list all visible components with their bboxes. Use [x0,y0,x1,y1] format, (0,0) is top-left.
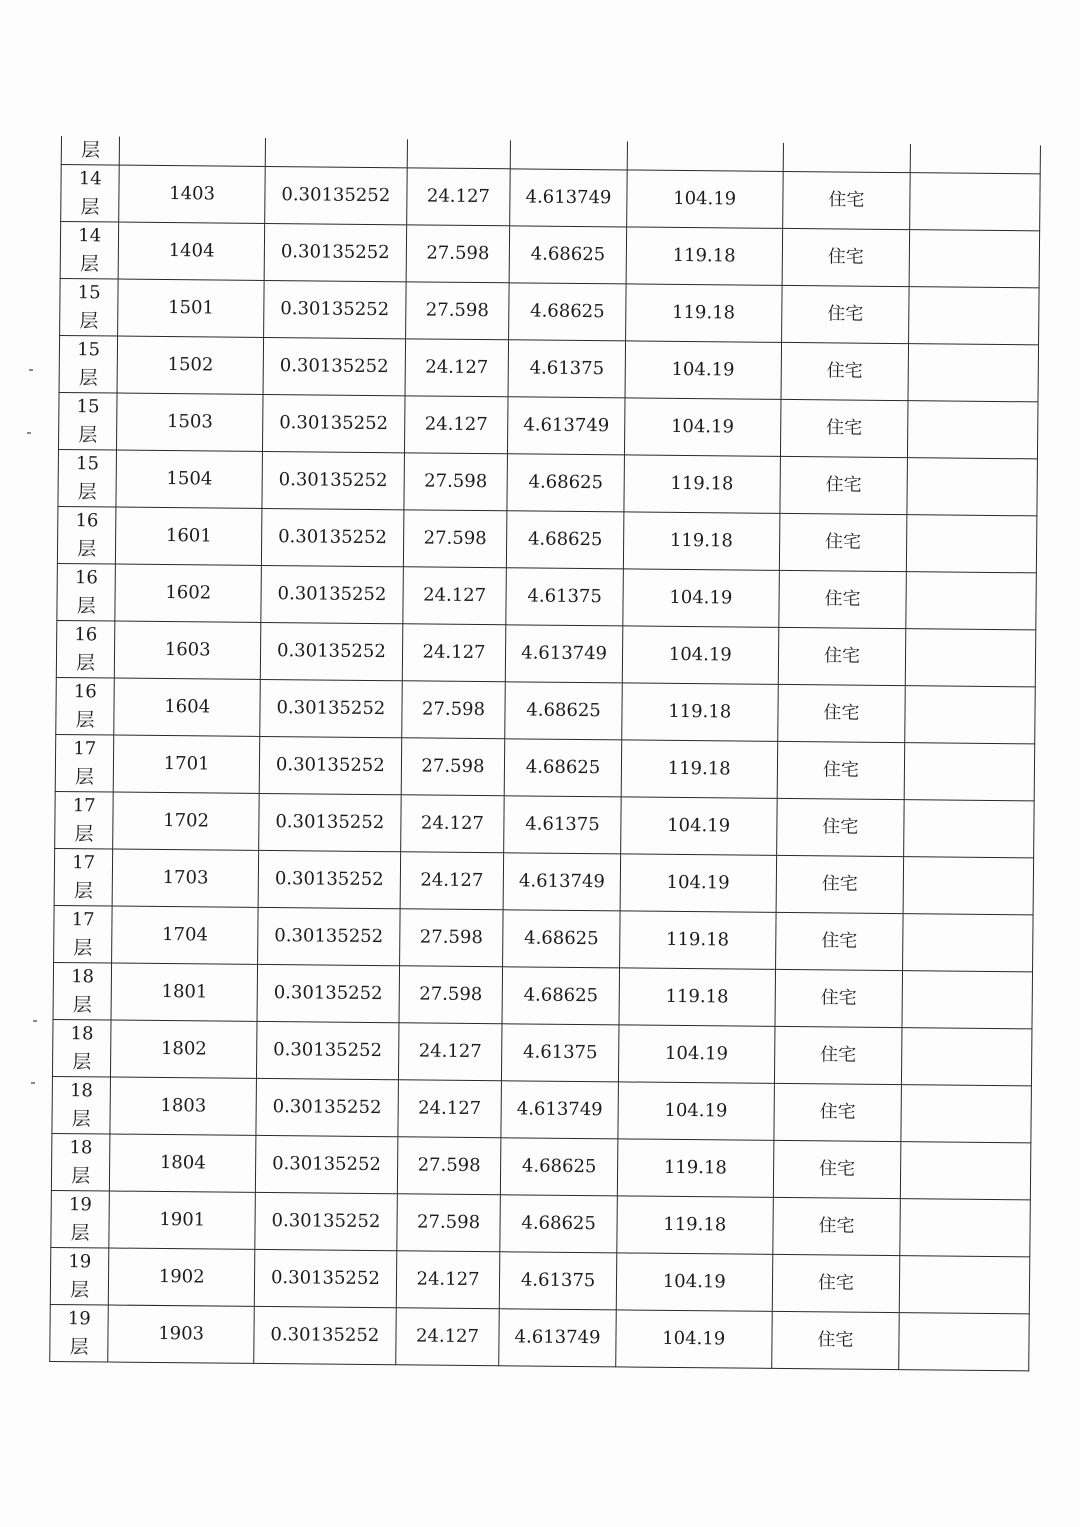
table-row [59,335,1039,401]
empty-cell [910,144,1040,174]
table-row [60,278,1040,344]
area-a-cell: 27.598 [404,453,508,511]
floor-number: 19 [67,1308,91,1330]
total-area-cell: 119.18 [619,968,775,1026]
usage-cell: 住宅 [776,855,904,913]
total-area-cell: 104.19 [618,1025,774,1083]
floor-cell [61,136,120,165]
remarks-cell [902,971,1032,1029]
total-area-cell: 119.18 [621,740,777,798]
floor-cell [51,1190,110,1248]
total-area-cell: 119.18 [625,284,781,342]
floor-unit-label: 层 [78,367,98,390]
floor-unit-label: 层 [75,709,95,732]
area-b-cell: 4.68625 [501,1138,618,1196]
floor-cell [58,392,117,450]
usage-cell: 住宅 [780,399,908,457]
area-a-cell: 24.127 [398,1023,502,1081]
room-number-cell: 1504 [116,450,262,508]
total-area-cell: 119.18 [624,455,780,513]
area-a-cell: 27.598 [397,1137,501,1195]
room-number-cell: 1804 [110,1134,256,1192]
floor-number: 18 [69,1137,93,1159]
share-ratio-cell: 0.30135252 [259,736,401,794]
usage-cell: 住宅 [782,228,910,286]
usage-cell: 住宅 [772,1254,900,1312]
area-b-cell: 4.613749 [501,1081,618,1139]
table-row [56,677,1036,743]
remarks-cell [909,230,1039,288]
floor-number: 17 [72,852,96,874]
remarks-cell [900,1256,1030,1314]
room-number-cell: 1404 [118,222,264,280]
area-a-cell: 24.127 [400,795,504,853]
usage-cell: 住宅 [778,570,906,628]
floor-unit-label: 层 [69,1279,90,1302]
floor-unit-label: 层 [78,424,98,447]
remarks-cell [909,287,1039,345]
floor-number: 17 [71,909,95,931]
floor-number: 14 [78,168,102,190]
share-ratio-cell: 0.30135252 [256,1021,398,1079]
floor-unit-label: 层 [73,880,94,903]
empty-cell [627,141,783,171]
share-ratio-cell: 0.30135252 [260,622,402,680]
floor-number: 14 [78,225,102,247]
remarks-cell [904,800,1034,858]
table-row [53,962,1033,1028]
floor-cell [56,677,115,735]
remarks-cell [901,1142,1031,1200]
table-row [55,734,1035,800]
total-area-cell: 104.19 [623,569,779,627]
floor-unit-label: 层 [80,139,101,162]
share-ratio-cell: 0.30135252 [262,451,404,509]
total-area-cell: 104.19 [625,341,781,399]
remarks-cell [903,857,1033,915]
floor-cell [50,1247,109,1305]
share-ratio-cell: 0.30135252 [260,679,402,737]
usage-cell: 住宅 [781,342,909,400]
area-a-cell: 24.127 [398,1080,502,1138]
total-area-cell: 104.19 [624,398,780,456]
area-a-cell: 24.127 [403,567,507,625]
area-a-cell: 27.598 [403,510,507,568]
remarks-cell [905,686,1035,744]
floor-cell [61,165,120,223]
floor-number: 19 [68,1194,92,1216]
area-b-cell: 4.61375 [508,340,625,398]
share-ratio-cell: 0.30135252 [264,280,406,338]
area-a-cell: 24.127 [396,1251,500,1309]
remarks-cell [907,515,1037,573]
usage-cell: 住宅 [777,684,905,742]
room-number-cell: 1704 [112,906,258,964]
floor-unit-label: 层 [79,310,99,333]
total-area-cell: 119.18 [619,911,775,969]
share-ratio-cell: 0.30135252 [258,907,400,965]
area-a-cell: 27.598 [397,1194,501,1252]
total-area-cell: 119.18 [617,1196,773,1254]
table-row [52,1019,1032,1085]
floor-number: 15 [75,453,100,475]
empty-cell [265,138,407,168]
table-body [50,136,1041,1371]
floor-number: 15 [76,396,100,418]
floor-number: 18 [70,1023,94,1045]
table-row [50,1304,1030,1370]
floor-unit-label: 层 [77,538,97,561]
floor-cell [50,1304,109,1362]
floor-cell [57,506,116,564]
table-row [54,905,1034,971]
usage-cell: 住宅 [777,741,905,799]
total-area-cell: 104.19 [618,1082,774,1140]
total-area-cell: 104.19 [616,1253,772,1311]
total-area-cell: 119.18 [626,227,782,285]
share-ratio-cell: 0.30135252 [261,508,403,566]
scan-speck [29,369,33,371]
area-b-cell: 4.68625 [507,454,624,512]
floor-unit-label: 层 [74,823,94,846]
floor-number: 15 [77,282,101,304]
share-ratio-cell: 0.30135252 [264,223,406,281]
room-number-cell: 1801 [111,963,257,1021]
area-b-cell: 4.68625 [502,967,619,1025]
usage-cell: 住宅 [774,1083,902,1141]
usage-cell: 住宅 [782,171,910,229]
usage-cell: 住宅 [772,1197,900,1255]
floor-unit-label: 层 [71,1165,91,1188]
area-a-cell: 24.127 [400,852,504,910]
remarks-cell [902,1028,1032,1086]
floor-number: 17 [73,738,97,760]
area-b-cell: 4.613749 [506,625,623,683]
room-number-cell: 1602 [115,564,261,622]
floor-cell [52,1019,111,1077]
table-row [57,506,1037,572]
area-b-cell: 4.613749 [503,853,620,911]
area-a-cell: 27.598 [405,282,509,340]
area-b-cell: 4.68625 [500,1195,617,1253]
room-number-cell: 1501 [118,279,264,337]
area-b-cell: 4.61375 [500,1252,617,1310]
area-b-cell: 4.68625 [505,682,622,740]
empty-cell [510,140,627,170]
share-ratio-cell: 0.30135252 [263,337,405,395]
area-b-cell: 4.68625 [507,511,624,569]
empty-cell [783,143,911,173]
usage-cell: 住宅 [780,456,908,514]
room-number-cell: 1601 [116,507,262,565]
area-b-cell: 4.68625 [503,910,620,968]
area-a-cell: 24.127 [405,339,509,397]
floor-number: 16 [75,510,99,532]
floor-unit-label: 层 [72,994,92,1017]
area-a-cell: 27.598 [406,225,510,283]
floor-number: 18 [69,1080,94,1102]
floor-cell [58,449,117,507]
usage-cell: 住宅 [776,798,904,856]
remarks-cell [900,1199,1030,1257]
share-ratio-cell: 0.30135252 [257,964,399,1022]
total-area-cell: 119.18 [623,512,779,570]
floor-cell [51,1133,110,1191]
floor-number: 16 [74,567,98,589]
room-number-cell: 1604 [114,678,260,736]
floor-cell [59,335,118,393]
floor-number: 15 [77,339,101,361]
area-b-cell: 4.61375 [506,568,623,626]
floor-cell [57,563,116,621]
usage-cell: 住宅 [781,285,909,343]
floor-cell [55,734,114,792]
area-a-cell: 27.598 [401,738,505,796]
area-a-cell: 24.127 [395,1308,499,1366]
share-ratio-cell: 0.30135252 [265,166,407,224]
table-row [54,848,1034,914]
usage-cell: 住宅 [775,912,903,970]
share-ratio-cell: 0.30135252 [255,1192,397,1250]
total-area-cell: 119.18 [622,683,778,741]
total-area-cell: 104.19 [620,854,776,912]
room-number-cell: 1503 [117,393,263,451]
area-b-cell: 4.68625 [509,226,626,284]
area-a-cell: 24.127 [404,396,508,454]
room-number-cell: 1903 [108,1305,254,1363]
scan-speck [27,432,31,434]
remarks-cell [907,458,1037,516]
floor-unit-label: 层 [71,1108,91,1131]
usage-cell: 住宅 [778,627,906,685]
table-row [57,563,1037,629]
area-a-cell: 24.127 [406,168,510,226]
empty-cell [407,139,511,168]
area-a-cell: 24.127 [402,624,506,682]
share-ratio-cell: 0.30135252 [259,793,401,851]
remarks-cell [906,629,1036,687]
room-number-cell: 1902 [109,1248,255,1306]
room-number-cell: 1702 [113,792,259,850]
table-row [61,165,1041,231]
area-b-cell: 4.613749 [510,169,627,227]
remarks-cell [910,173,1040,231]
total-area-cell: 119.18 [617,1139,773,1197]
floor-cell [60,222,119,280]
room-number-cell: 1603 [115,621,261,679]
total-area-cell: 104.19 [620,797,776,855]
floor-unit-label: 层 [77,481,97,504]
usage-cell: 住宅 [775,969,903,1027]
share-ratio-cell: 0.30135252 [256,1078,398,1136]
floor-cell [55,791,114,849]
floor-unit-label: 层 [70,1222,90,1245]
remarks-cell [908,401,1038,459]
room-number-cell: 1703 [112,849,258,907]
floor-unit-label: 层 [79,253,100,276]
room-number-cell: 1803 [110,1077,256,1135]
table-row [50,1247,1030,1313]
floor-unit-label: 层 [74,766,95,789]
share-ratio-cell: 0.30135252 [261,565,403,623]
room-number-cell: 1502 [117,336,263,394]
usage-cell: 住宅 [774,1026,902,1084]
floor-unit-label: 层 [72,1051,92,1074]
room-number-cell: 1901 [109,1191,255,1249]
floor-cell [52,1076,111,1134]
remarks-cell [901,1085,1031,1143]
scan-speck [31,1082,35,1084]
table-row [51,1190,1031,1256]
remarks-cell [906,572,1036,630]
share-ratio-cell: 0.30135252 [258,850,400,908]
area-b-cell: 4.61375 [504,796,621,854]
share-ratio-cell: 0.30135252 [255,1135,397,1193]
table-row [55,791,1035,857]
floor-number: 18 [71,966,95,988]
share-ratio-cell: 0.30135252 [254,1306,396,1364]
area-a-cell: 27.598 [399,909,503,967]
floor-unit-label: 层 [76,595,96,618]
area-a-cell: 27.598 [399,966,503,1024]
share-ratio-cell: 0.30135252 [254,1249,396,1307]
floor-number: 16 [74,624,98,646]
area-b-cell: 4.68625 [509,283,626,341]
area-b-cell: 4.68625 [504,739,621,797]
table-row [51,1133,1031,1199]
floor-cell [56,620,115,678]
floor-number: 17 [72,795,96,817]
table-row [58,392,1038,458]
floor-cell [54,905,113,963]
table-row [52,1076,1032,1142]
remarks-cell [904,743,1034,801]
floor-unit-label: 层 [73,937,93,960]
table-row [60,222,1040,288]
unit-area-table [49,136,1041,1371]
room-number-cell: 1701 [114,735,260,793]
scan-speck [33,1020,37,1022]
room-number-cell: 1802 [111,1020,257,1078]
floor-cell [54,848,113,906]
table-row [56,620,1036,686]
floor-number: 19 [68,1251,92,1273]
usage-cell: 住宅 [779,513,907,571]
remarks-cell [908,344,1038,402]
floor-unit-label: 层 [80,196,100,219]
floor-cell [53,962,112,1020]
remarks-cell [903,914,1033,972]
area-b-cell: 4.61375 [502,1024,619,1082]
floor-unit-label: 层 [75,652,96,675]
remarks-cell [899,1313,1029,1371]
empty-cell [120,137,266,167]
usage-cell: 住宅 [773,1140,901,1198]
floor-unit-label: 层 [69,1336,89,1359]
total-area-cell: 104.19 [622,626,778,684]
total-area-cell: 104.19 [616,1310,772,1368]
total-area-cell: 104.19 [627,170,783,228]
area-a-cell: 27.598 [401,681,505,739]
area-b-cell: 4.613749 [499,1309,616,1367]
usage-cell: 住宅 [771,1311,899,1369]
floor-number: 16 [73,681,97,703]
table-row [58,449,1038,515]
area-b-cell: 4.613749 [508,397,625,455]
floor-cell [60,278,119,336]
share-ratio-cell: 0.30135252 [263,394,405,452]
room-number-cell: 1403 [119,165,265,223]
